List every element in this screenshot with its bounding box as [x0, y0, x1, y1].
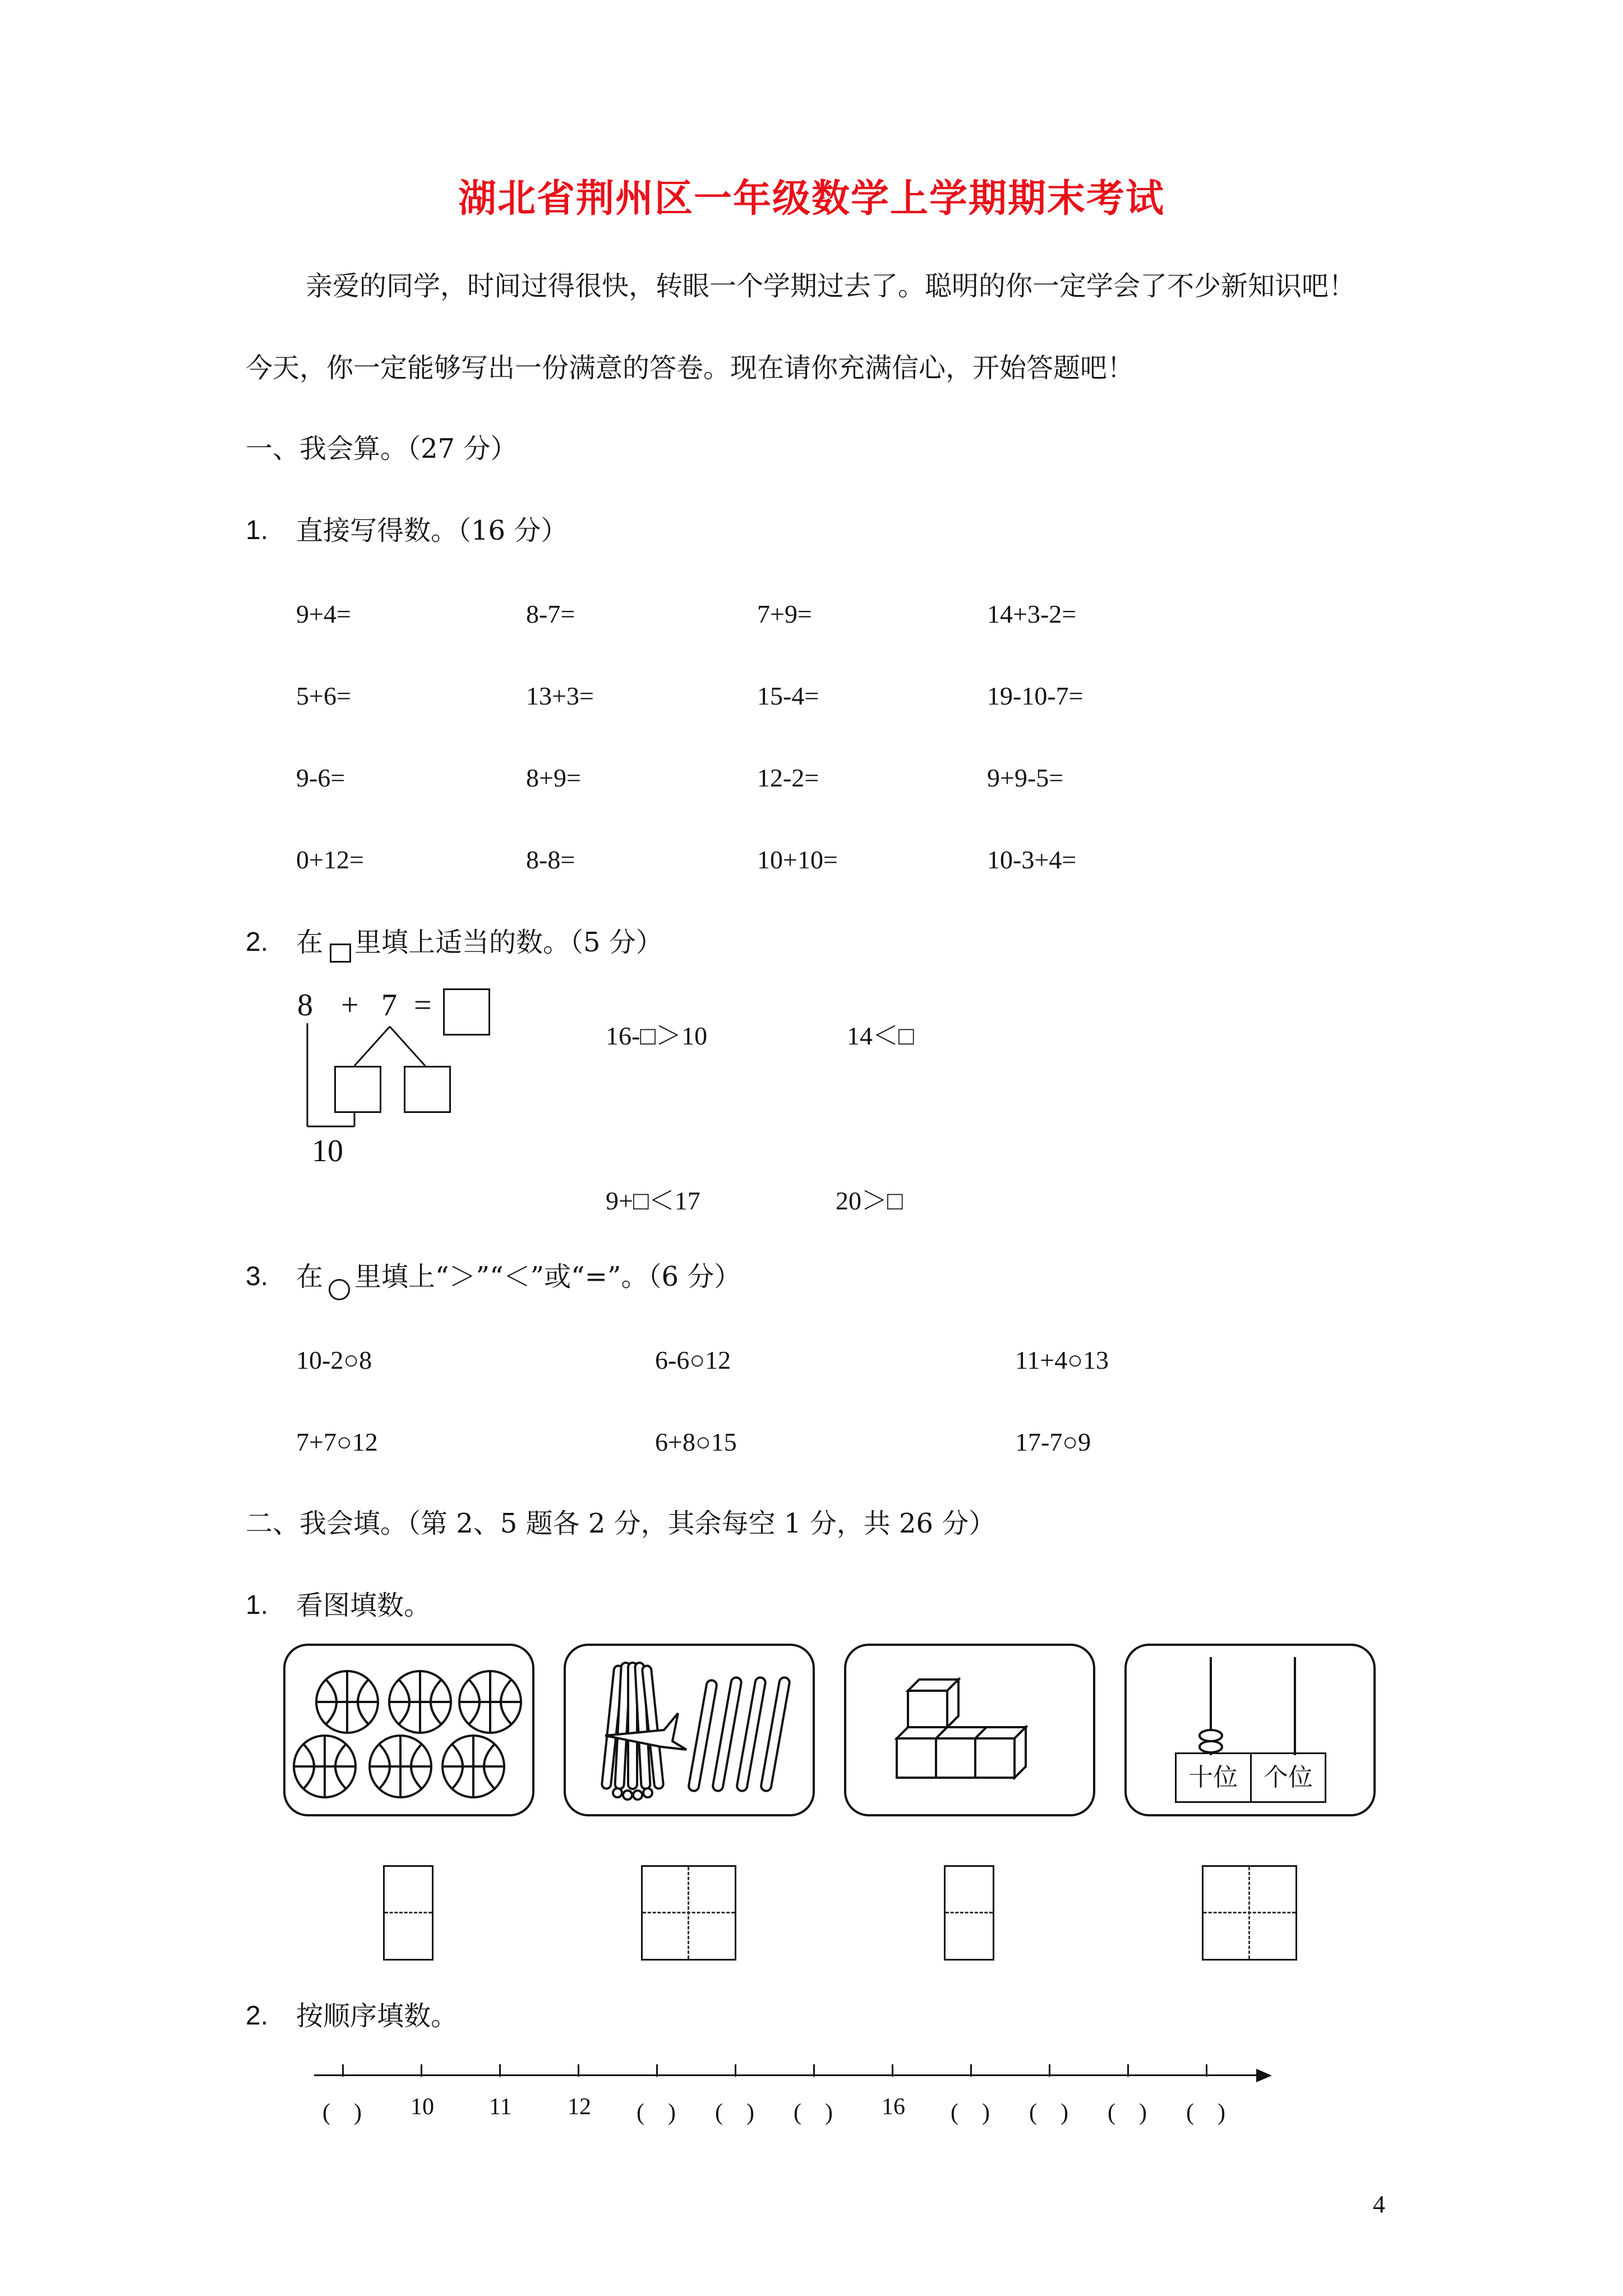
number-line-label: 11 — [489, 2094, 512, 2120]
blank-square-icon — [330, 944, 351, 963]
split-box-left[interactable] — [334, 1066, 381, 1113]
tens-place-label: 十位 — [1177, 1754, 1252, 1801]
math-item: 9-6= — [296, 763, 345, 792]
number-line-label: ( ) — [951, 2100, 990, 2125]
compare-item: 10-2○8 — [296, 1346, 372, 1374]
blank-circle-icon — [329, 1279, 350, 1300]
math-item: 8-7= — [526, 600, 575, 628]
number-line-label: 12 — [568, 2094, 591, 2120]
abacus-panel — [1124, 1644, 1376, 1816]
math-item: 9+9-5= — [987, 763, 1064, 792]
section-1-heading: 一、我会算。（27 分） — [246, 433, 518, 464]
arrow-right-icon — [1256, 2068, 1273, 2083]
number-line-label: ( ) — [1029, 2100, 1068, 2125]
number-line-label: ( ) — [322, 2100, 362, 2125]
number-line-label: 10 — [411, 2094, 434, 2120]
intro-line-1: 亲爱的同学，时间过得很快，转眼一个学期过去了。聪明的你一定学会了不少新知识吧！ — [306, 270, 1356, 302]
question-number: 2. — [246, 927, 269, 957]
cube-stack-icon — [846, 1646, 1093, 1814]
addend-b: 7 — [381, 988, 397, 1023]
math-item: 10-3+4= — [987, 845, 1077, 874]
intro-line-2: 今天，你一定能够写出一份满意的答卷。现在请你充满信心，开始答题吧！ — [246, 352, 1135, 384]
compare-item: 6-6○12 — [655, 1346, 731, 1374]
question-number: 2. — [246, 2001, 269, 2031]
math-item: 10+10= — [757, 845, 838, 874]
equals-sign: = — [414, 988, 432, 1023]
fill-item: 16-□＞10 — [606, 1022, 708, 1050]
number-line — [314, 2064, 1279, 2126]
math-item: 7+9= — [757, 600, 812, 628]
answer-grid-double[interactable] — [641, 1865, 736, 1961]
page-title: 湖北省荆州区一年级数学上学期期末考试 — [458, 176, 1165, 221]
answer-grid-single[interactable] — [383, 1865, 434, 1961]
math-item: 14+3-2= — [987, 600, 1077, 628]
basketball-icon — [285, 1646, 532, 1814]
base-ten-label: 10 — [312, 1134, 343, 1168]
fill-item: 9+□＜17 — [606, 1186, 700, 1215]
plus-sign: + — [341, 988, 359, 1023]
number-line-label: ( ) — [794, 2100, 833, 2125]
split-box-right[interactable] — [404, 1066, 451, 1113]
basketballs-panel — [283, 1644, 534, 1816]
math-item: 13+3= — [526, 682, 594, 710]
ones-place-label: 个位 — [1263, 1763, 1313, 1792]
stick-bundle-icon — [566, 1646, 813, 1814]
math-item: 8-8= — [526, 845, 575, 874]
question-number: 1. — [246, 1590, 269, 1620]
fill-item: 14＜□ — [847, 1022, 914, 1050]
number-line-label: ( ) — [1186, 2100, 1225, 2125]
math-item: 5+6= — [296, 682, 351, 710]
question-number: 1. — [246, 516, 269, 545]
math-item: 0+12= — [296, 845, 364, 874]
compare-item: 17-7○9 — [1015, 1428, 1091, 1456]
answer-grid-single[interactable] — [944, 1865, 994, 1961]
question-text-pre: 在 — [296, 927, 324, 958]
fill-item: 20＞□ — [836, 1186, 903, 1215]
compare-item: 11+4○13 — [1015, 1346, 1109, 1374]
number-line-label: ( ) — [637, 2100, 676, 2125]
question-text: 按顺序填数。 — [296, 2000, 458, 2032]
number-line-axis — [314, 2074, 1262, 2076]
cubes-panel — [844, 1644, 1095, 1816]
compare-item: 7+7○12 — [296, 1428, 378, 1456]
question-text-post: 里填上“＞”“＜”或“=”。（6 分） — [354, 1261, 741, 1292]
sticks-panel — [564, 1644, 815, 1816]
addend-a: 8 — [297, 988, 313, 1023]
number-line-label: ( ) — [715, 2100, 754, 2125]
math-item: 9+4= — [296, 600, 351, 628]
section-2-heading: 二、我会填。（第 2、5 题各 2 分，其余每空 1 分，共 26 分） — [246, 1508, 996, 1539]
math-item: 12-2= — [757, 763, 819, 792]
page-number: 4 — [1373, 2191, 1385, 2218]
question-text-pre: 在 — [296, 1261, 324, 1292]
math-item: 15-4= — [757, 682, 819, 710]
abacus-place-table — [1175, 1752, 1326, 1803]
math-item: 8+9= — [526, 763, 581, 792]
answer-grid-double[interactable] — [1202, 1865, 1297, 1961]
question-text-post: 里填上适当的数。（5 分） — [354, 927, 663, 958]
number-line-label: 16 — [882, 2094, 905, 2120]
math-item: 19-10-7= — [987, 682, 1083, 710]
decomposition-diagram — [292, 987, 505, 1178]
question-number: 3. — [246, 1262, 269, 1291]
question-text: 看图填数。 — [296, 1590, 431, 1621]
compare-item: 6+8○15 — [655, 1428, 737, 1456]
question-text: 直接写得数。（16 分） — [296, 515, 568, 546]
number-line-label: ( ) — [1108, 2100, 1147, 2125]
